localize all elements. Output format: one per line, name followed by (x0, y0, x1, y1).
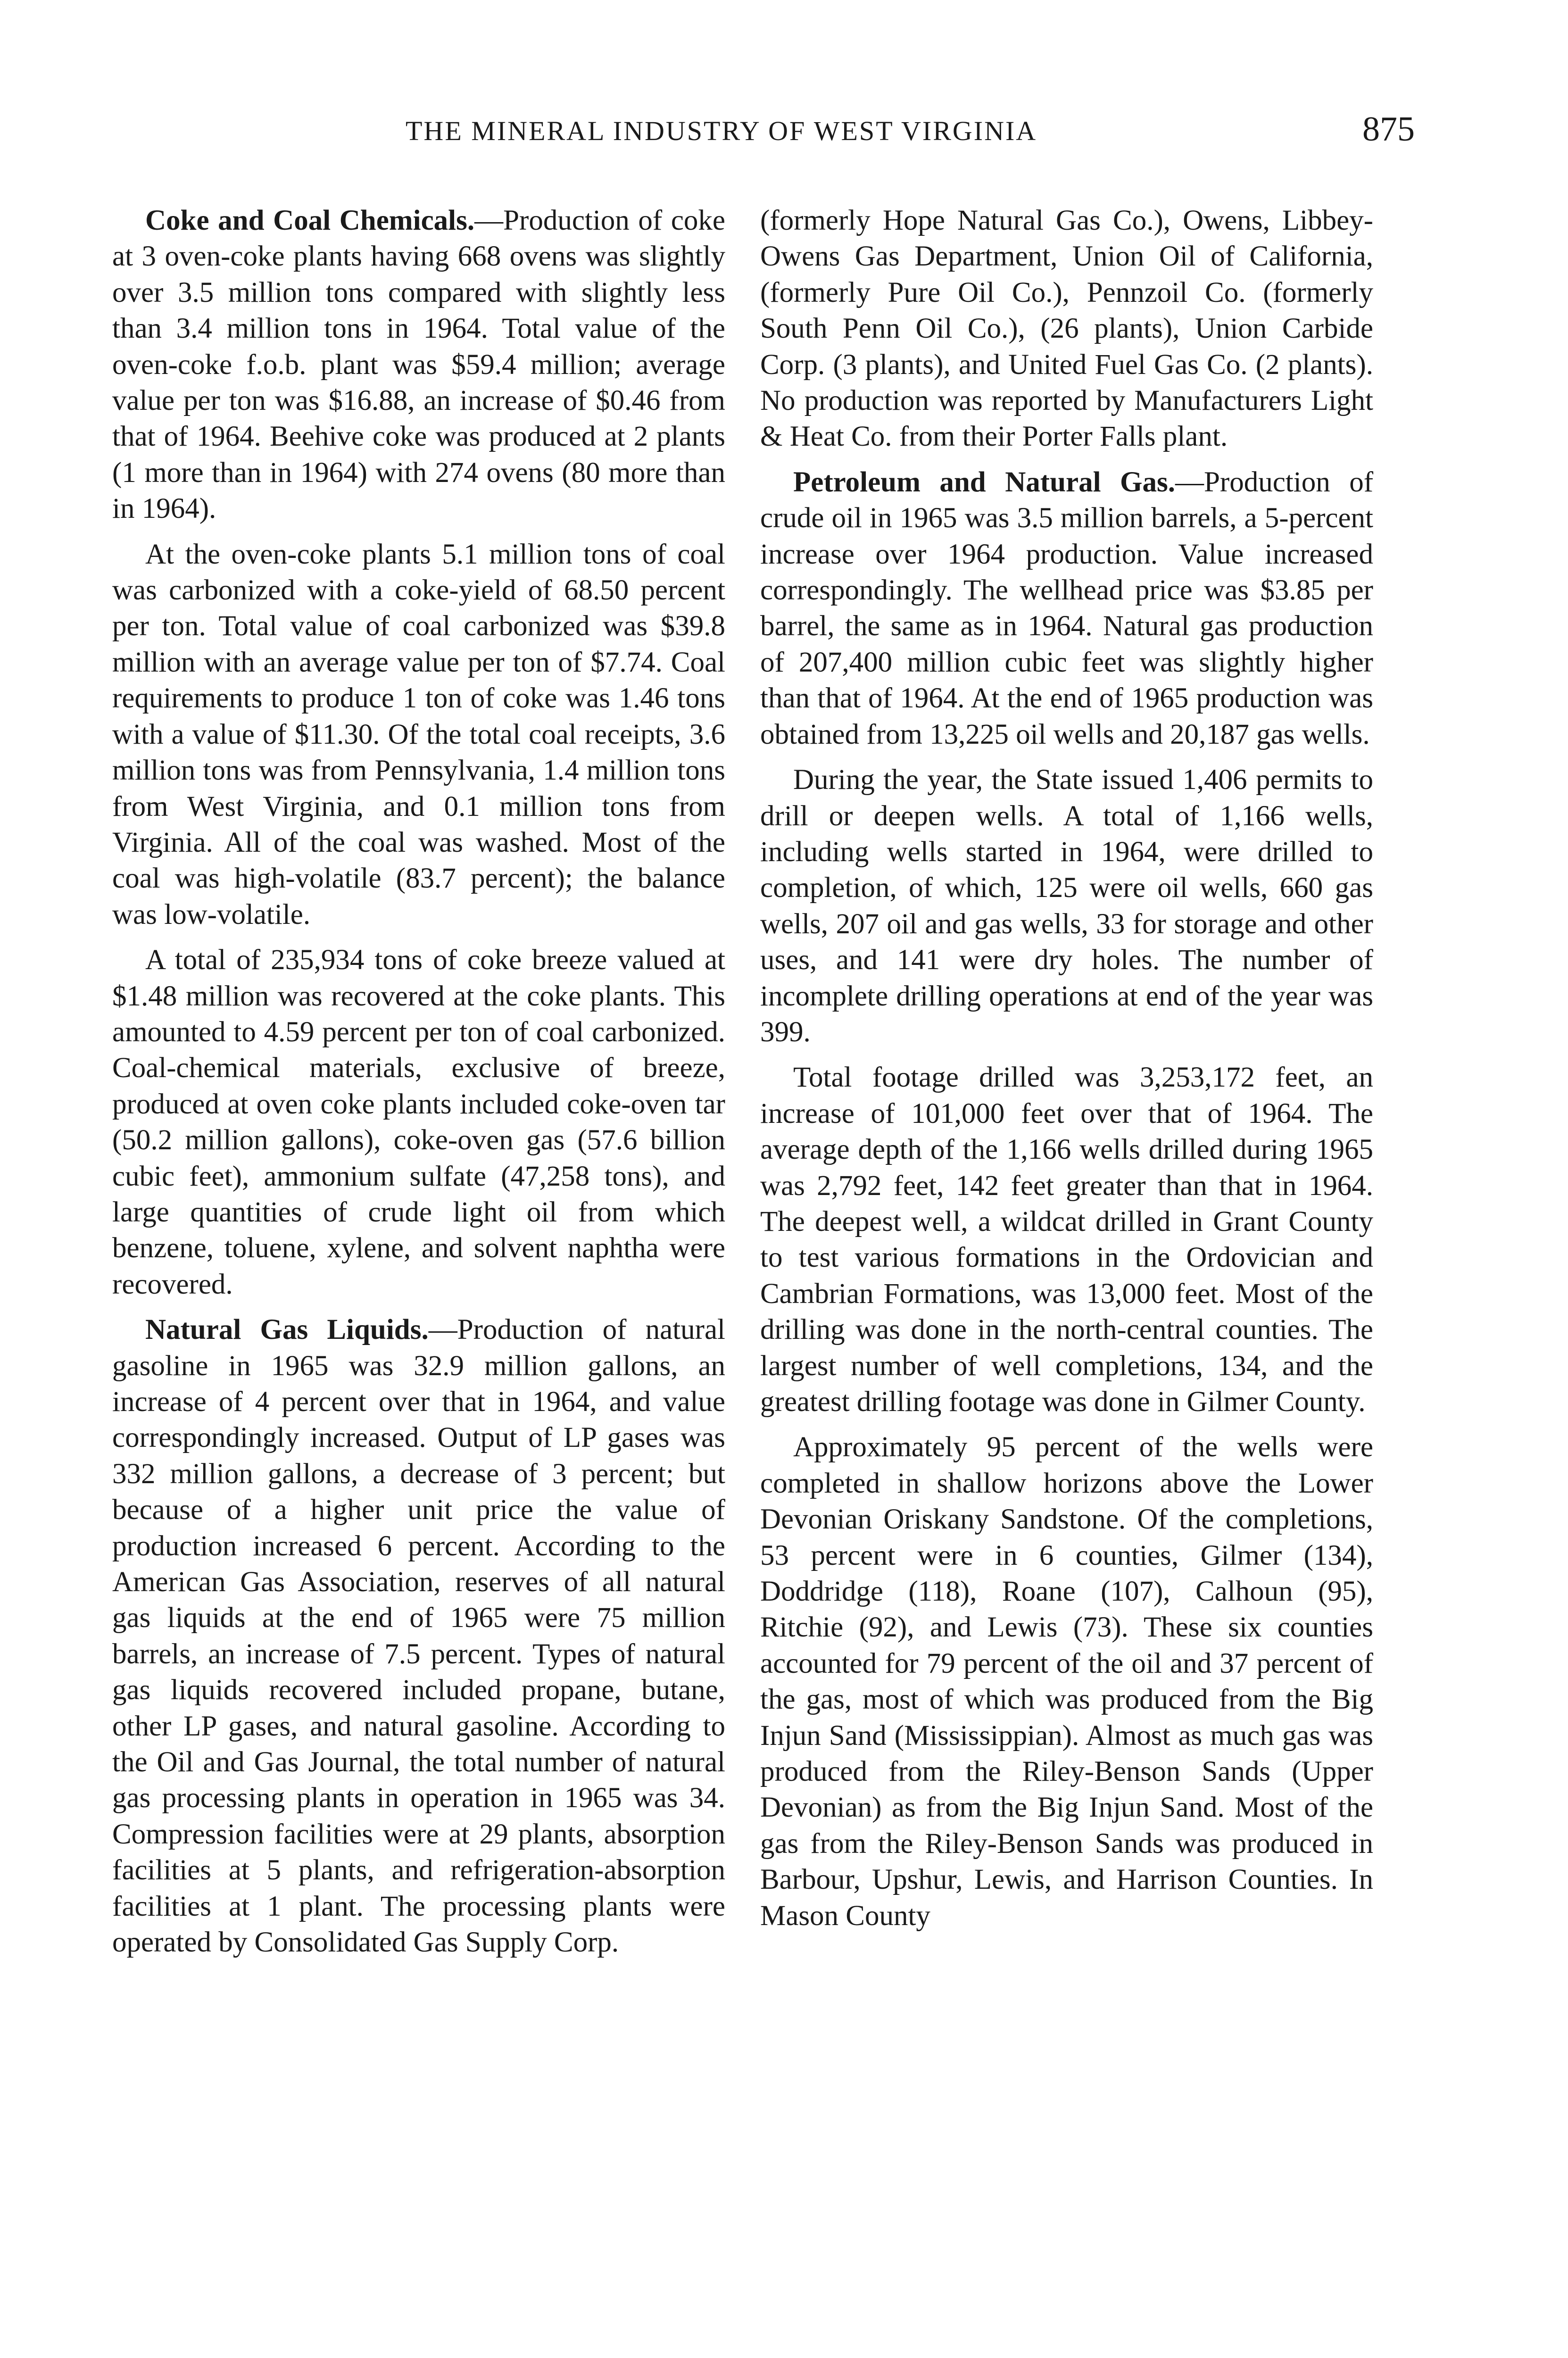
paragraph-text: During the year, the State issued 1,406 permits to drill or deepen wells. A total of 1,166 wells, including wells started in 1964, were drilled to completion, of which, 125 were oil wells, 660 gas wells, 207 oil and gas wells, 33 for storage and other uses, and 141 were dry holes. The number of incomplete drilling operations at end of the year was 399. (760, 764, 1373, 1048)
right-column (760, 203, 1373, 1943)
paragraph-text: —Production of coke at 3 oven-coke plants having 668 ovens was slightly over 3.5 million tons compared with slightly less than 3.4 million tons in 1964. Total value of the oven-coke f.o.b. plant was $59.4 million; average value per ton was $16.88, an increase of $0.46 from that of 1964. Beehive coke was produced at 2 plants (1 more than in 1964) with 274 ovens (80 more than in 1964). (112, 205, 726, 525)
left-column (112, 203, 725, 1970)
paragraph-text: A total of 235,934 tons of coke breeze valued at $1.48 million was recovered at the coke plants. This amounted to 4.59 percent per ton of coal carbonized. Coal-chemical materials, exclusive of breeze, produced at oven coke plants included coke-oven tar (50.2 million gallons), coke-oven gas (57.6 billion cubic feet), ammonium sulfate (47,258 tons), and large quantities of crude light oil from which benzene, toluene, xylene, and solvent naphtha were recovered. (112, 944, 725, 1300)
paragraph-drilling-permits (760, 762, 1373, 1050)
section-heading-petroleum-natural-gas: Petroleum and Natural Gas. (793, 466, 1175, 498)
paragraph-natural-gas-liquids (112, 1312, 725, 1960)
section-heading-coke-coal-chemicals: Coke and Coal Chemicals. (145, 205, 475, 236)
paragraph-text: Total footage drilled was 3,253,172 feet, an increase of 101,000 feet over that of 1964. The average depth of the 1,166 wells drilled during 1965 was 2,792 feet, 142 feet greater than that in 1964. The deepest well, a wildcat drilled in Grant County to test various formations in the Ordovician and Cambrian Formations, was 13,000 feet. Most of the drilling was done in the north-central counties. The largest number of well completions, 134, and the greatest drilling footage was done in Gilmer County. (760, 1062, 1373, 1418)
paragraph-continued-operators (760, 203, 1373, 455)
paragraph-total-footage (760, 1060, 1373, 1420)
paragraph-shallow-horizons (760, 1429, 1373, 1934)
paragraph-petroleum-natural-gas (760, 465, 1373, 753)
paragraph-oven-coke-carbonization (112, 537, 725, 933)
page-number: 875 (1362, 110, 1415, 149)
page-header (113, 109, 1415, 152)
section-heading-natural-gas-liquids: Natural Gas Liquids. (145, 1314, 429, 1346)
paragraph-text: Approximately 95 percent of the wells were completed in shallow horizons above the Lower Devonian Oriskany Sandstone. Of the completions, 53 percent were in 6 counties, Gilmer (134), Doddridge (118), Roane (107), Calhoun (95), Ritchie (92), and Lewis (73). These six counties accounted for 79 percent of the oil and 37 percent of the gas, most of which was produced from the Big Injun Sand (Mississippian). Almost as much gas was produced from the Riley-Benson Sands (Upper Devonian) as from the Big Injun Sand. Most of the gas from the Riley-Benson Sands was produced in Barbour, Upshur, Lewis, and Harrison Counties. In Mason County (760, 1431, 1373, 1932)
paragraph-text: —Production of natural gasoline in 1965 was 32.9 million gallons, an increase of 4 percent over that in 1964, and value correspondingly increased. Output of LP gases was 332 million gallons, a decrease of 3 percent; but because of a higher unit price the value of production increased 6 percent. According to the American Gas Association, reserves of all natural gas liquids at the end of 1965 were 75 million barrels, an increase of 7.5 percent. Types of natural gas liquids recovered included propane, butane, other LP gases, and natural gasoline. According to the Oil and Gas Journal, the total number of natural gas processing plants in operation in 1965 was 34. Compression facilities were at 29 plants, absorption facilities at 5 plants, and refrigeration-absorption facilities at 1 plant. The processing plants were operated by Consolidated Gas Supply Corp. (112, 1314, 725, 1959)
paragraph-coke-coal-chemicals (112, 203, 725, 527)
paragraph-coke-breeze (112, 942, 725, 1303)
paragraph-text: (formerly Hope Natural Gas Co.), Owens, Libbey-Owens Gas Department, Union Oil of California, (formerly Pure Oil Co.), Pennzoil Co. (formerly South Penn Oil Co.), (26 plants), Union Carbide Corp. (3 plants), and United Fuel Gas Co. (2 plants). No production was reported by Manufacturers Light & Heat Co. from their Porter Falls plant. (760, 205, 1373, 453)
paragraph-text: At the oven-coke plants 5.1 million tons of coal was carbonized with a coke-yield of 68.50 percent per ton. Total value of coal carbonized was $39.8 million with an average value per ton of $7.74. Coal requirements to produce 1 ton of coke was 1.46 tons with a value of $11.30. Of the total coal receipts, 3.6 million tons was from Pennsylvania, 1.4 million tons from West Virginia, and 0.1 million tons from Virginia. All of the coal was washed. Most of the coal was high-volatile (83.7 percent); the balance was low-volatile. (112, 538, 725, 930)
paragraph-text: —Production of crude oil in 1965 was 3.5 million barrels, a 5-percent increase over 1964 production. Value increased correspondingly. The wellhead price was $3.85 per barrel, the same as in 1964. Natural gas production of 207,400 million cubic feet was slightly higher than that of 1964. At the end of 1965 production was obtained from 13,225 oil wells and 20,187 gas wells. (760, 466, 1374, 750)
running-title: THE MINERAL INDUSTRY OF WEST VIRGINIA (406, 116, 1037, 146)
